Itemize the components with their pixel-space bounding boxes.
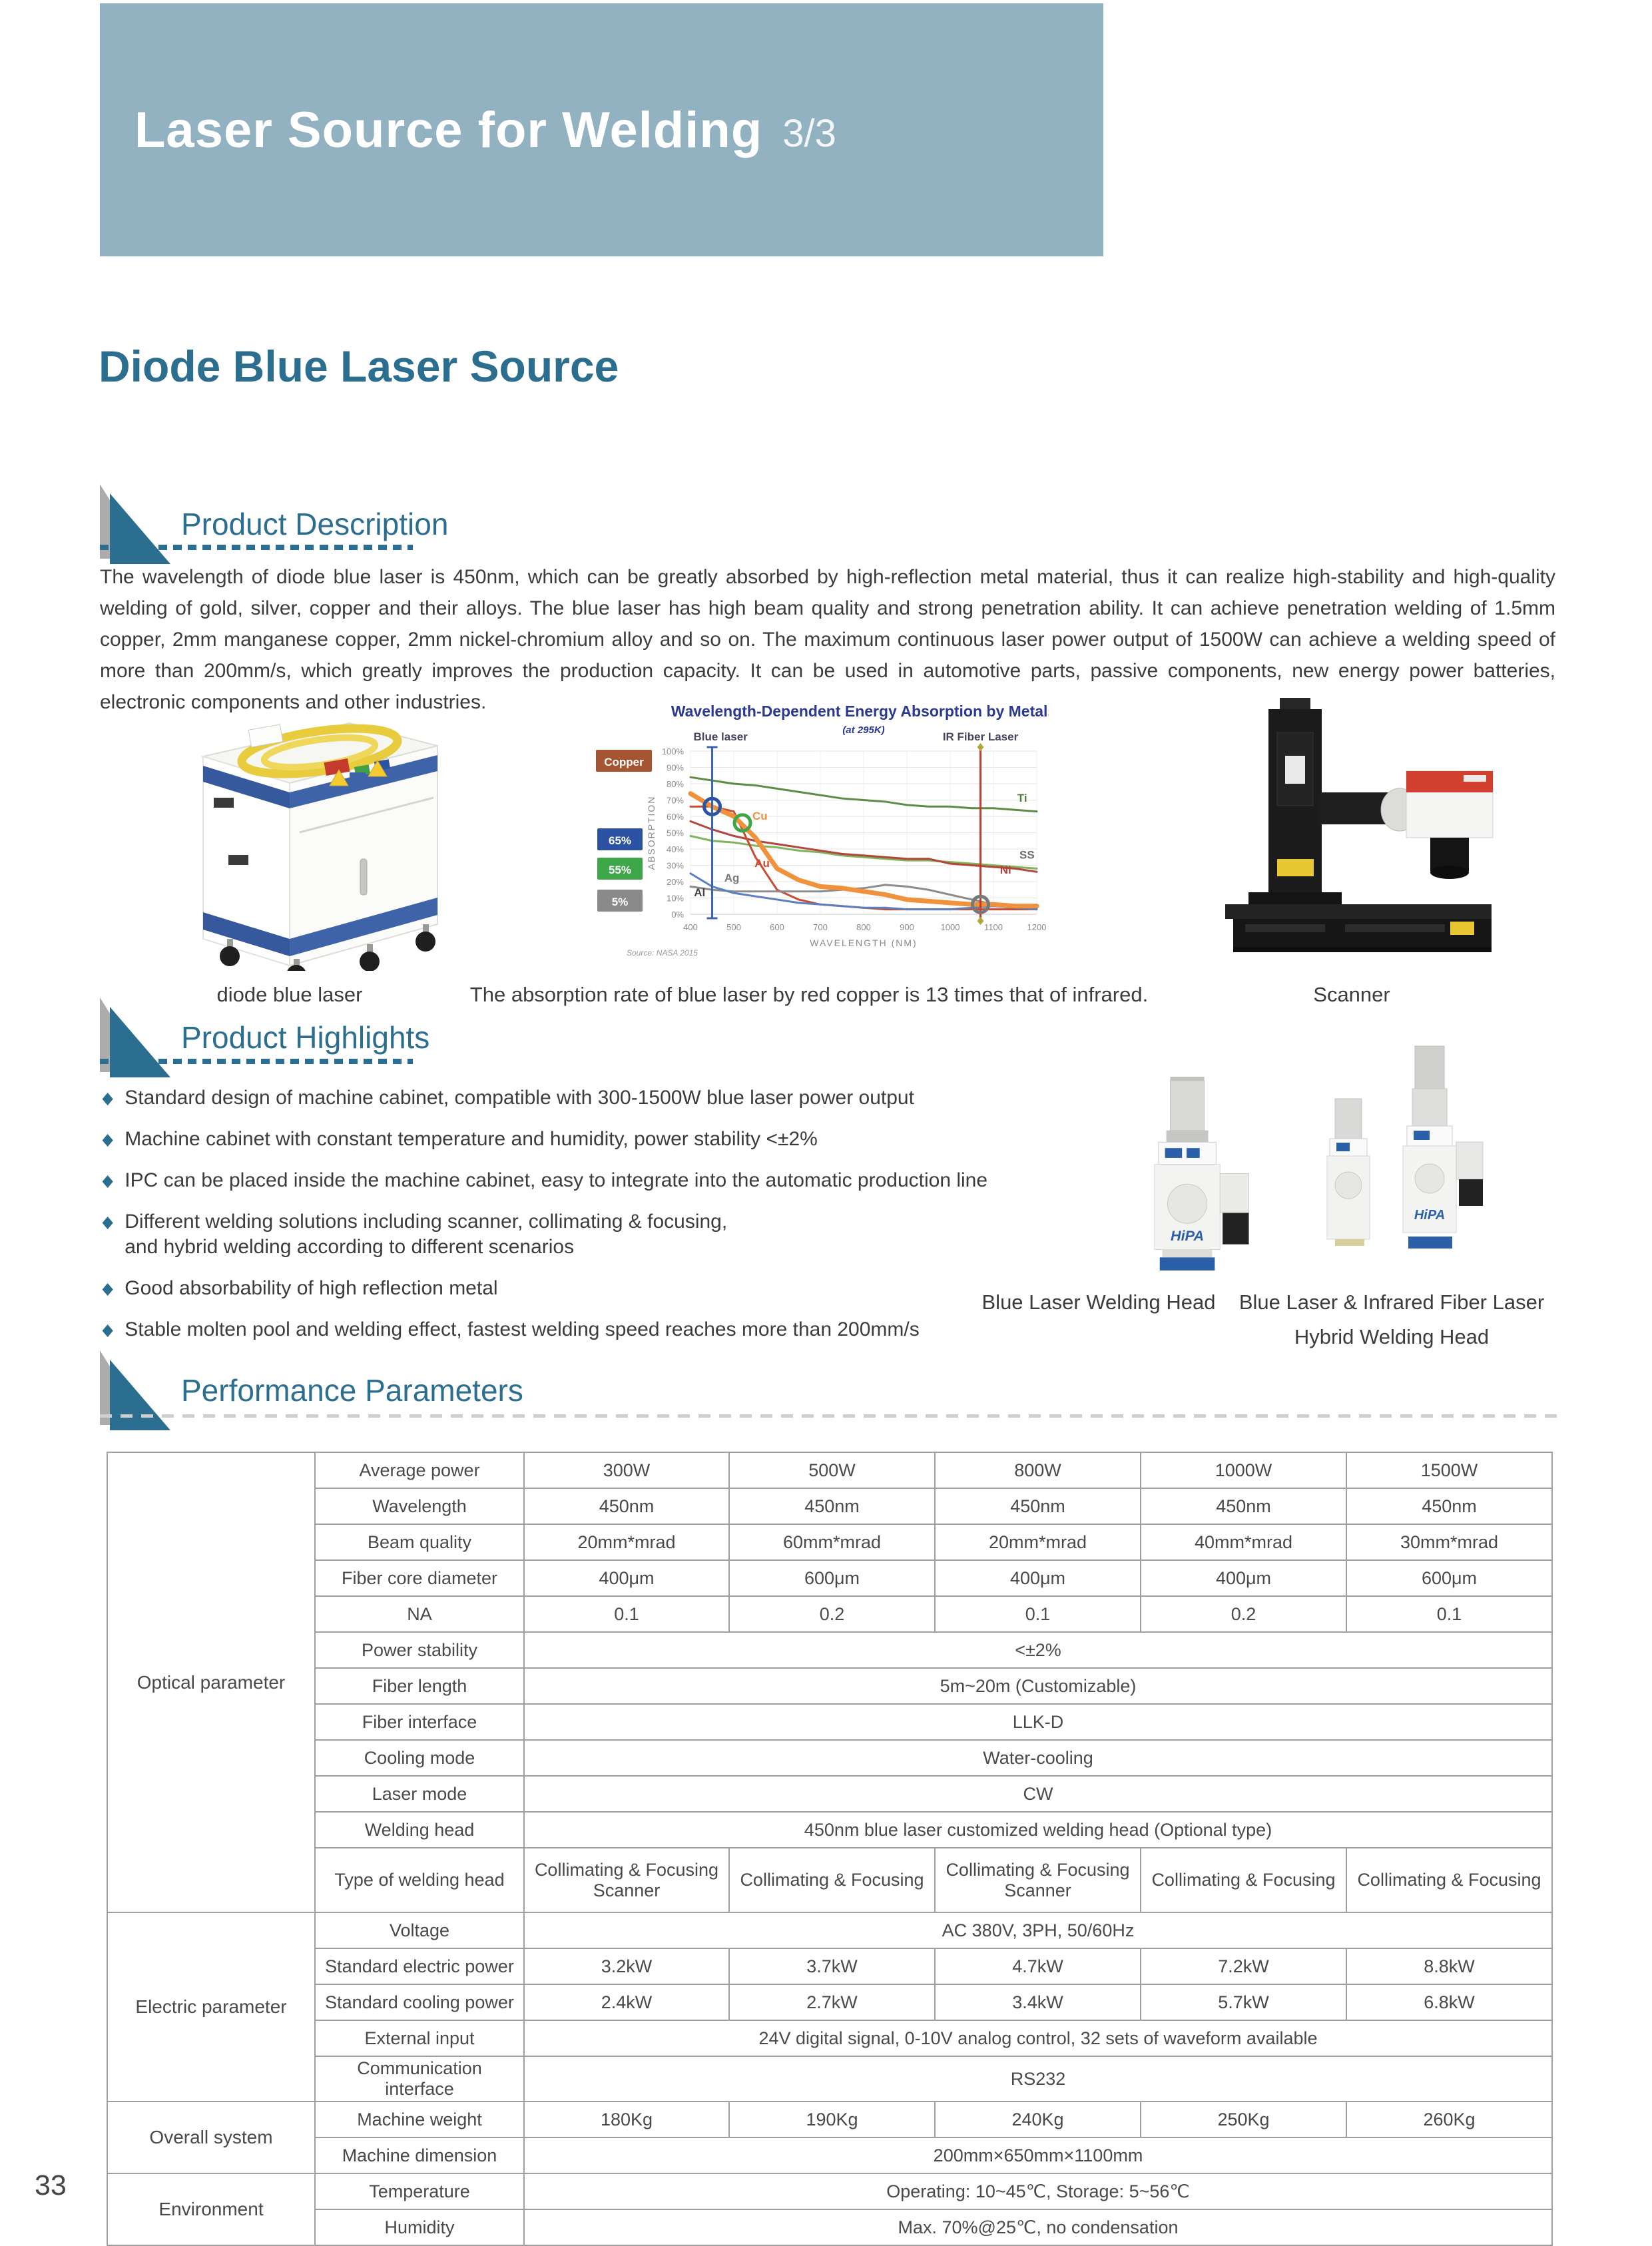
section-header-description	[100, 484, 448, 564]
figure-hybrid-welding-head	[1315, 1042, 1502, 1272]
table-value-cell: AC 380V, 3PH, 50/60Hz	[524, 1912, 1552, 1948]
dashed-divider	[100, 545, 413, 550]
svg-text:0%: 0%	[671, 910, 684, 920]
svg-text:SS: SS	[1019, 848, 1035, 862]
table-parameter-cell: Standard electric power	[315, 1948, 524, 1984]
svg-text:1200: 1200	[1027, 922, 1047, 932]
figure-blue-laser-welding-head	[1109, 1075, 1268, 1272]
table-value-cell: 5m~20m (Customizable)	[524, 1668, 1552, 1704]
highlight-item	[101, 1317, 1033, 1342]
svg-text:Wavelength-Dependent Energy Ab: Wavelength-Dependent Energy Absorption by Metals	[671, 702, 1049, 720]
table-value-cell: Max. 70%@25℃, no condensation	[524, 2209, 1552, 2245]
highlight-text: Machine cabinet with constant temperature and humidity, power stability <±2%	[125, 1128, 818, 1150]
table-parameter-cell: Average power	[315, 1452, 524, 1488]
table-parameter-cell: External input	[315, 2020, 524, 2056]
table-value-cell: 2.4kW	[524, 1984, 729, 2020]
table-value-cell: Collimating & Focusing Scanner	[524, 1848, 729, 1912]
table-value-cell: LLK-D	[524, 1704, 1552, 1740]
table-value-cell: 300W	[524, 1452, 729, 1488]
table-value-cell: 4.7kW	[935, 1948, 1141, 1984]
table-value-cell: Water-cooling	[524, 1740, 1552, 1776]
table-value-cell: 260Kg	[1346, 2102, 1552, 2137]
table-value-cell: 3.2kW	[524, 1948, 729, 1984]
svg-text:WAVELENGTH (NM): WAVELENGTH (NM)	[810, 938, 918, 948]
svg-text:1100: 1100	[984, 922, 1003, 932]
table-parameter-cell: Cooling mode	[315, 1740, 524, 1776]
table-value-cell: 500W	[729, 1452, 935, 1488]
table-value-cell: 30mm*mrad	[1346, 1524, 1552, 1560]
highlights-list	[101, 1085, 1033, 1358]
absorption-chart-svg	[563, 693, 1049, 959]
product-description-text: The wavelength of diode blue laser is 450nm, which can be greatly absorbed by high-reflection metal material, thus it can realize high-stability and high-quality welding of gold, silver, copper and their alloys. The blue laser has high beam quality and strong penetration ability. It can achieve penetration welding of 1.5mm copper, 2mm manganese copper, 2mm nickel-chromium alloy and so on. The maximum continuous laser power output of 1500W can achieve a welding speed of more than 200mm/s, which greatly improves the production capacity. It can be used in automotive parts, passive components, new energy power batteries, electronic components and other industries.	[100, 566, 1555, 713]
page-indicator: 3/3	[782, 111, 836, 155]
section-header-parameters	[100, 1350, 523, 1430]
table-parameter-cell: Voltage	[315, 1912, 524, 1948]
table-value-cell: 450nm	[729, 1488, 935, 1524]
svg-text:10%: 10%	[666, 893, 684, 904]
figure-scanner	[1185, 693, 1515, 956]
figure-caption: Scanner	[1313, 983, 1390, 1006]
table-parameter-cell: Machine weight	[315, 2102, 524, 2137]
table-value-cell: 8.8kW	[1346, 1948, 1552, 1984]
svg-text:800: 800	[856, 922, 871, 932]
svg-text:HiPA: HiPA	[1414, 1208, 1446, 1223]
caption-line: Blue Laser & Infrared Fiber Laser	[1239, 1290, 1545, 1314]
figure-caption: diode blue laser	[216, 983, 363, 1006]
table-parameter-cell: Beam quality	[315, 1524, 524, 1560]
table-value-cell: 240Kg	[935, 2102, 1141, 2137]
highlight-text: Different welding solutions including scanner, collimating & focusing,	[125, 1211, 728, 1233]
svg-text:IR Fiber Laser: IR Fiber Laser	[942, 730, 1019, 743]
svg-text:ABSORPTION: ABSORPTION	[646, 795, 657, 870]
product-title: Diode Blue Laser Source	[99, 342, 619, 391]
svg-text:Source: NASA 2015: Source: NASA 2015	[627, 948, 698, 958]
diamond-bullet-icon	[101, 1317, 114, 1342]
table-value-cell: CW	[524, 1776, 1552, 1812]
table-value-cell: 600μm	[729, 1560, 935, 1596]
scanner-image	[1185, 693, 1515, 956]
diamond-bullet-icon	[101, 1209, 114, 1260]
table-value-cell: 200mm×650mm×1100mm	[524, 2137, 1552, 2173]
table-value-cell: 1000W	[1141, 1452, 1346, 1488]
svg-text:500: 500	[726, 922, 741, 932]
highlight-item	[101, 1085, 1033, 1111]
table-value-cell: 7.2kW	[1141, 1948, 1346, 1984]
svg-text:30%: 30%	[666, 860, 684, 871]
svg-text:900: 900	[900, 922, 914, 932]
absorption-chart	[563, 693, 1049, 959]
svg-text:Ag: Ag	[724, 872, 740, 884]
highlight-item	[101, 1276, 1033, 1301]
table-value-cell: 250Kg	[1141, 2102, 1346, 2137]
table-parameter-cell: Temperature	[315, 2173, 524, 2209]
hybrid-welding-head-image	[1315, 1042, 1502, 1272]
table-value-cell: 450nm	[935, 1488, 1141, 1524]
diamond-bullet-icon	[101, 1127, 114, 1152]
svg-text:Ni: Ni	[999, 863, 1011, 876]
table-value-cell: 400μm	[1141, 1560, 1346, 1596]
performance-parameters-table	[107, 1452, 1551, 2246]
svg-text:400: 400	[683, 922, 698, 932]
svg-text:700: 700	[813, 922, 828, 932]
section-triangle-icon	[100, 997, 170, 1077]
section-title: Product Highlights	[181, 1020, 430, 1055]
diamond-bullet-icon	[101, 1168, 114, 1193]
table-value-cell: 0.1	[935, 1596, 1141, 1632]
section-title: Product Description	[181, 507, 449, 541]
table-parameter-cell: Power stability	[315, 1632, 524, 1668]
table-value-cell: 0.2	[1141, 1596, 1346, 1632]
table-value-cell: 600μm	[1346, 1560, 1552, 1596]
table-parameter-cell: Communication interface	[315, 2056, 524, 2102]
caption-line: Hybrid Welding Head	[1294, 1325, 1490, 1348]
highlight-text: Stable molten pool and welding effect, fastest welding speed reaches more than 200mm/s	[125, 1318, 920, 1340]
table-value-cell: 5.7kW	[1141, 1984, 1346, 2020]
svg-text:Au: Au	[754, 856, 770, 870]
table-value-cell: 800W	[935, 1452, 1141, 1488]
table-parameter-cell: Machine dimension	[315, 2137, 524, 2173]
page-title: Laser Source for Welding	[135, 101, 763, 158]
table-value-cell: 40mm*mrad	[1141, 1524, 1346, 1560]
diode-laser-machine-image	[130, 704, 459, 971]
page-number: 33	[35, 2169, 67, 2201]
table-parameter-cell: Fiber length	[315, 1668, 524, 1704]
highlight-item	[101, 1127, 1033, 1152]
highlight-text: and hybrid welding according to different scenarios	[125, 1236, 575, 1258]
table-parameter-cell: Laser mode	[315, 1776, 524, 1812]
welding-head-image	[1109, 1075, 1268, 1272]
table-value-cell: Collimating & Focusing	[729, 1848, 935, 1912]
diamond-bullet-icon	[101, 1276, 114, 1301]
highlight-text: Standard design of machine cabinet, compatible with 300-1500W blue laser power output	[125, 1087, 914, 1109]
table-parameter-cell: Humidity	[315, 2209, 524, 2245]
svg-text:60%: 60%	[666, 812, 684, 822]
svg-text:55%: 55%	[608, 864, 632, 876]
diamond-bullet-icon	[101, 1085, 114, 1111]
table-value-cell: 3.7kW	[729, 1948, 935, 1984]
table-value-cell: 60mm*mrad	[729, 1524, 935, 1560]
svg-text:HiPA: HiPA	[1171, 1227, 1205, 1244]
section-title: Performance Parameters	[181, 1373, 523, 1408]
hybrid-head-caption	[1225, 1285, 1558, 1354]
table-parameter-cell: Fiber core diameter	[315, 1560, 524, 1596]
svg-text:50%: 50%	[666, 828, 684, 838]
table-parameter-cell: Wavelength	[315, 1488, 524, 1524]
figure-diode-blue-laser	[130, 704, 459, 971]
svg-text:90%: 90%	[666, 762, 684, 773]
table-value-cell: 400μm	[935, 1560, 1141, 1596]
caption-line: Blue Laser Welding Head	[981, 1290, 1216, 1314]
table-value-cell: Collimating & Focusing	[1141, 1848, 1346, 1912]
dashed-divider	[100, 1059, 413, 1064]
svg-text:600: 600	[770, 922, 784, 932]
svg-text:1000: 1000	[940, 922, 960, 932]
highlight-text: Good absorbability of high reflection metal	[125, 1277, 498, 1299]
welding-head-caption	[932, 1285, 1265, 1320]
svg-text:5%: 5%	[611, 896, 629, 908]
section-triangle-icon	[100, 484, 170, 564]
table-category-cell: Overall system	[107, 2102, 315, 2173]
dashed-divider	[100, 1414, 1558, 1418]
table-value-cell: Operating: 10~45℃, Storage: 5~56℃	[524, 2173, 1552, 2209]
svg-text:100%: 100%	[661, 746, 684, 756]
svg-text:(at 295K): (at 295K)	[842, 724, 885, 736]
svg-text:Copper: Copper	[604, 756, 644, 768]
table-category-cell: Electric parameter	[107, 1912, 315, 2102]
svg-text:Blue laser: Blue laser	[693, 730, 748, 743]
svg-text:65%: 65%	[608, 834, 632, 847]
table-parameter-cell: Type of welding head	[315, 1848, 524, 1912]
svg-text:Cu: Cu	[752, 809, 768, 822]
table-value-cell: 190Kg	[729, 2102, 935, 2137]
table-value-cell: 180Kg	[524, 2102, 729, 2137]
table-value-cell: 6.8kW	[1346, 1984, 1552, 2020]
table-value-cell: Collimating & Focusing	[1346, 1848, 1552, 1912]
table-value-cell: 450nm	[1346, 1488, 1552, 1524]
svg-text:20%: 20%	[666, 877, 684, 887]
table-value-cell: 400μm	[524, 1560, 729, 1596]
table-value-cell: 0.1	[524, 1596, 729, 1632]
table-value-cell: <±2%	[524, 1632, 1552, 1668]
table-value-cell: RS232	[524, 2056, 1552, 2102]
svg-text:Al: Al	[694, 886, 706, 900]
svg-text:70%: 70%	[666, 795, 684, 806]
highlight-item	[101, 1168, 1033, 1193]
svg-text:80%: 80%	[666, 779, 684, 789]
table-value-cell: Collimating & Focusing Scanner	[935, 1848, 1141, 1912]
section-triangle-icon	[100, 1350, 170, 1430]
table-value-cell: 0.1	[1346, 1596, 1552, 1632]
table-value-cell: 450nm	[1141, 1488, 1346, 1524]
svg-text:Ti: Ti	[1017, 791, 1027, 804]
table-value-cell: 450nm	[524, 1488, 729, 1524]
table-value-cell: 450nm blue laser customized welding head (Optional type)	[524, 1812, 1552, 1848]
highlight-text: IPC can be placed inside the machine cabinet, easy to integrate into the automatic production line	[125, 1169, 988, 1191]
table-value-cell: 24V digital signal, 0-10V analog control, 32 sets of waveform available	[524, 2020, 1552, 2056]
table-parameter-cell: NA	[315, 1596, 524, 1632]
table-value-cell: 3.4kW	[935, 1984, 1141, 2020]
table-category-cell: Environment	[107, 2173, 315, 2245]
table-value-cell: 20mm*mrad	[935, 1524, 1141, 1560]
highlight-item	[101, 1209, 1033, 1260]
table-value-cell: 2.7kW	[729, 1984, 935, 2020]
table-value-cell: 1500W	[1346, 1452, 1552, 1488]
svg-text:40%: 40%	[666, 844, 684, 854]
table-value-cell: 0.2	[729, 1596, 935, 1632]
section-header-highlights	[100, 997, 429, 1077]
table-parameter-cell: Standard cooling power	[315, 1984, 524, 2020]
table-category-cell: Optical parameter	[107, 1452, 315, 1912]
table-parameter-cell: Fiber interface	[315, 1704, 524, 1740]
figure-caption: The absorption rate of blue laser by red copper is 13 times that of infrared.	[469, 983, 1149, 1006]
table-value-cell: 20mm*mrad	[524, 1524, 729, 1560]
table-parameter-cell: Welding head	[315, 1812, 524, 1848]
header-banner	[100, 3, 1103, 256]
